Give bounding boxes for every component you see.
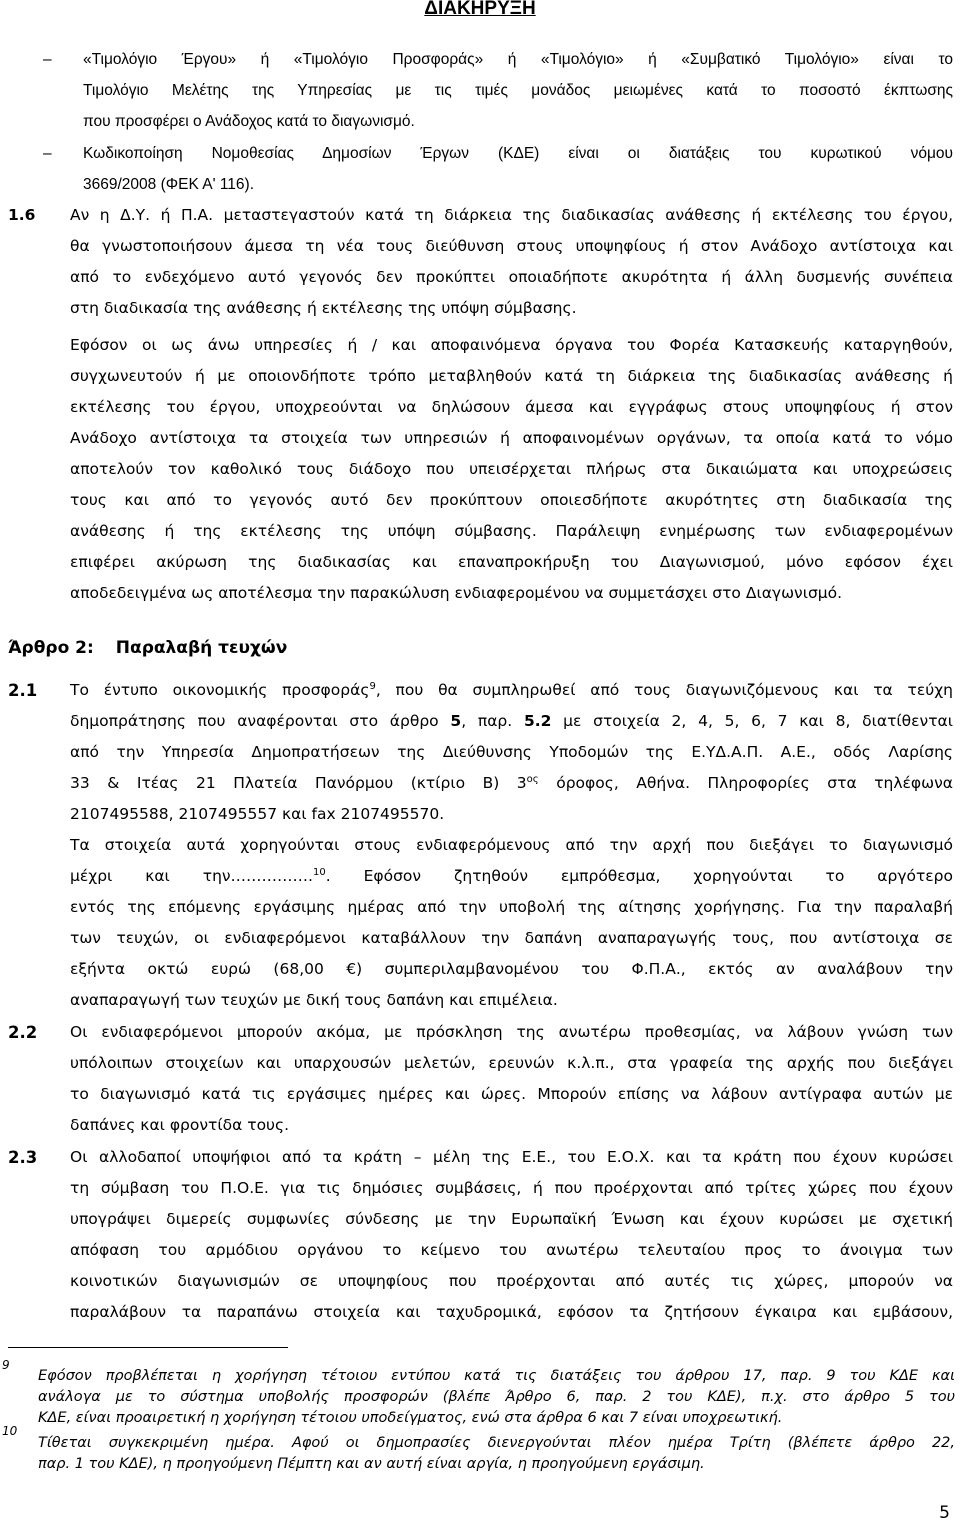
text-line: Κωδικοποίηση Νομοθεσίας Δημοσίων Έργων (ΚΔΕ) είναι οι διατάξεις του κυρωτικού νόμου <box>83 145 953 162</box>
text-line: Τιμολόγιο Μελέτης της Υπηρεσίας με τις τιμές μονάδος μειωμένες κατά το ποσοστό έκπτωσης <box>83 82 953 99</box>
text-fragment: με στοιχεία 2, 4, 5, 6, 7 και 8, διατίθενται <box>551 712 953 730</box>
text-line: από την Υπηρεσία Δημοπρατήσεων της Διεύθυνσης Υποδομών της Ε.ΥΔ.Α.Π. Α.Ε., οδός Λαρίσης <box>70 743 953 761</box>
text-fragment: , παρ. <box>461 712 524 730</box>
footnote-line: Εφόσον προβλέπεται η χορήγηση τέτοιου εντύπου κατά τις διατάξεις του άρθρου 17, παρ. 9 του ΚΔΕ και <box>38 1368 955 1384</box>
text-line: αποτελούν τον καθολικό τους διάδοχο που υπεισέρχεται πλήρως στα δικαιώματα και υποχρεώσεις <box>70 460 953 478</box>
text-line: παραλάβουν τα παραπάνω στοιχεία και ταχυδρομικά, εφόσον τα ζητήσουν έγκαιρα και εμβάσουν, <box>70 1303 953 1321</box>
text-line: απόφαση του αρμόδιου οργάνου το κείμενο του ανωτέρω τελευταίου προς το άνοιγμα των <box>70 1241 953 1259</box>
dash-item-invoice <box>43 44 953 137</box>
text-line: αναπαραγωγή των τευχών με δική τους δαπάνη και επιμέλεια. <box>70 991 558 1009</box>
text-line: Αν η Δ.Υ. ή Π.Α. μεταστεγαστούν κατά τη διάρκεια της διαδικασίας ανάθεσης ή εκτέλεσης του έργου, <box>70 206 953 224</box>
footnote-ref: 9 <box>369 680 376 692</box>
text-line: το διαγωνισμό κατά τις εργάσιμες ημέρες και ώρες. Μπορούν επίσης να λάβουν αντίγραφα αυτών με <box>70 1085 953 1103</box>
text-line: συγχωνευτούν ή με οποιονδήποτε τρόπο μεταβληθούν κατά τη διάρκεια της διαδικασίας ανάθεσης ή <box>70 367 953 385</box>
text-line: Ανάδοχο αντίστοιχα τα στοιχεία των υπηρεσιών ή αποφαινομένων οργάνων, τα οποία κατά το νόμο <box>70 429 953 447</box>
text-line: εξήντα οκτώ ευρώ (68,00 €) συμπεριλαμβανομένου του Φ.Π.Α., εκτός αν αναλάβουν την <box>70 960 953 978</box>
page-number: 5 <box>939 1503 950 1523</box>
text-fragment: όροφος, Αθήνα. Πληροφορίες στα τηλέφωνα <box>538 774 953 792</box>
footnote-line: Τίθεται συγκεκριμένη ημέρα. Αφού οι δημοπρασίες διενεργούνται πλέον ημέρα Τρίτη (βλέπετε άρθρο 22, <box>38 1435 955 1451</box>
text-line: 3669/2008 (ΦΕΚ Α' 116). <box>83 176 255 193</box>
text-line <box>70 861 953 892</box>
text-fragment: δημοπράτησης που αναφέρονται στο άρθρο <box>70 712 451 730</box>
section-number: 1.6 <box>8 206 36 224</box>
text-line: στη διαδικασία της ανάθεσης ή εκτέλεσης της υπόψη σύμβασης. <box>70 299 577 317</box>
text-line <box>70 675 953 706</box>
footnote-9 <box>38 1366 955 1429</box>
text-fragment: Το έντυπο οικονομικής προσφοράς <box>70 681 370 699</box>
text-line: ανάθεσης ή της εκτέλεσης της υπόψη σύμβασης. Παράλειψη ενημέρωσης των ενδιαφερομένων <box>70 522 953 540</box>
section-number: 2.3 <box>8 1148 38 1167</box>
superscript: ος <box>526 773 539 785</box>
text-fragment: . Εφόσον ζητηθούν εμπρόθεσμα, χορηγούνται το αργότερο <box>325 867 954 885</box>
text-line: που προσφέρει ο Ανάδοχος κατά το διαγωνισμό. <box>83 113 415 130</box>
text-fragment: , που θα συμπληρωθεί από τους διαγωνιζόμενους και τα τεύχη <box>375 681 954 699</box>
bold-ref: 5 <box>450 712 462 730</box>
text-line: τους και από το γεγονός αυτό δεν προκύπτουν οποιεσδήποτε ακυρότητες στη διαδικασία της <box>70 491 953 509</box>
text-line: 2107495588, 2107495557 και fax 2107495570. <box>70 805 445 823</box>
text-fragment: 33 & Ιτέας 21 Πλατεία Πανόρμου (κτίριο Β) 3 <box>70 774 527 792</box>
article-heading <box>8 638 287 658</box>
section-2-1 <box>70 675 953 830</box>
text-line: υπογράψει διμερείς συμφωνίες σύνδεσης με την Ευρωπαϊκή Ένωση και έχουν κυρώσει με σχετική <box>70 1210 953 1228</box>
section-1-6 <box>70 200 953 231</box>
text-line: αποδεδειγμένα ως αποτέλεσμα την παρακώλυση ενδιαφερομένου να συμμετάσχει στο Διαγωνισμό. <box>70 584 843 602</box>
footnote-line: ανάλογα με το σύστημα υποβολής προσφορών (βλέπε Άρθρο 6, παρ. 2 του ΚΔΕ), π.χ. στο άρθρο 5 του <box>38 1389 955 1405</box>
text-line: θα γνωστοποιήσουν άμεσα τη νέα τους διεύθυνση στους υποψηφίους ή στον Ανάδοχο αντίστοιχα και <box>70 237 953 255</box>
footnote-10 <box>38 1433 955 1475</box>
text-line: Τα στοιχεία αυτά χορηγούνται στους ενδιαφερόμενους από την αρχή που διεξάγει το διαγωνισμό <box>70 836 953 854</box>
section-1-6-cont <box>70 231 953 324</box>
section-number: 2.2 <box>8 1023 38 1042</box>
article-label: Άρθρο 2: <box>8 638 94 658</box>
dash-marker: – <box>43 51 52 68</box>
bold-ref: 5.2 <box>523 712 552 730</box>
article-title: Παραλαβή τευχών <box>115 638 288 658</box>
text-fragment: μέχρι και την……………. <box>70 867 313 885</box>
footnote-number: 10 <box>2 1424 18 1438</box>
footnote-number: 9 <box>2 1358 10 1372</box>
text-line <box>70 706 953 737</box>
section-2-3 <box>70 1142 953 1328</box>
text-line <box>70 768 953 799</box>
section-number: 2.1 <box>8 681 38 700</box>
footnote-ref: 10 <box>312 866 326 878</box>
text-line: κοινοτικών διαγωνισμών σε υποψηφίους που προέρχονται από αυτές τις χώρες, μπορούν να <box>70 1272 953 1290</box>
text-line: τη σύμβαση του Π.Ο.Ε. για τις δημόσιες συμβάσεις, ή που προέρχονται από τρίτες χώρες που έχουν <box>70 1179 953 1197</box>
section-1-6-paragraph <box>70 330 953 609</box>
footnote-separator <box>8 1347 288 1348</box>
text-line: Οι ενδιαφερόμενοι μπορούν ακόμα, με πρόσκληση της ανωτέρω προθεσμίας, να λάβουν γνώση των <box>70 1023 953 1041</box>
text-line: επιφέρει ακύρωση της διαδικασίας και επαναπροκήρυξη του Διαγωνισμού, μόνο εφόσον έχει <box>70 553 953 571</box>
text-line: υπόλοιπων στοιχείων και υπαρχουσών μελετών, ερευνών κ.λ.π., στα γραφεία της αρχής που διεξάγει <box>70 1054 953 1072</box>
section-2-2 <box>70 1017 953 1141</box>
dash-item-kde <box>43 138 953 200</box>
dash-marker: – <box>43 145 52 162</box>
text-line: «Τιμολόγιο Έργου» ή «Τιμολόγιο Προσφοράς» ή «Τιμολόγιο» ή «Συμβατικό Τιμολόγιο» είναι το <box>83 51 953 68</box>
text-line: των τευχών, οι ενδιαφερόμενοι καταβάλλουν την δαπάνη αναπαραγωγής τους, που αντίστοιχα σε <box>70 929 953 947</box>
text-line: από το ενδεχόμενο αυτό γεγονός δεν προκύπτει οποιαδήποτε ακυρότητα ή άλλη δυσμενής συνέπεια <box>70 268 953 286</box>
text-line: εκτέλεσης του έργου, υποχρεούνται να δηλώσουν άμεσα και εγγράφως στους υποψηφίους ή στον <box>70 398 953 416</box>
document-title: ΔΙΑΚΗΡΥΞΗ <box>424 0 536 19</box>
text-line: εντός της επόμενης εργάσιμης ημέρας από την υποβολή της αίτησης χορήγησης. Για την παραλαβή <box>70 898 953 916</box>
section-2-1-paragraph <box>70 830 953 1016</box>
text-line: Εφόσον οι ως άνω υπηρεσίες ή / και αποφαινόμενα όργανα του Φορέα Κατασκευής καταργηθούν, <box>70 336 953 354</box>
text-line: Οι αλλοδαποί υποψήφιοι από τα κράτη – μέλη της Ε.Ε., του Ε.Ο.Χ. και τα κράτη που έχουν κυρώσει <box>70 1148 953 1166</box>
footnote-line: παρ. 1 του ΚΔΕ), η προηγούμενη Πέμπτη και αν αυτή είναι αργία, η προηγούμενη εργάσιμη. <box>38 1456 705 1472</box>
text-line: δαπάνες και φροντίδα τους. <box>70 1116 290 1134</box>
footnote-line: ΚΔΕ, είναι προαιρετική η χορήγηση τέτοιου υποδείγματος, ενώ στα άρθρα 6 και 7 είναι υποχρεωτική. <box>38 1410 783 1426</box>
